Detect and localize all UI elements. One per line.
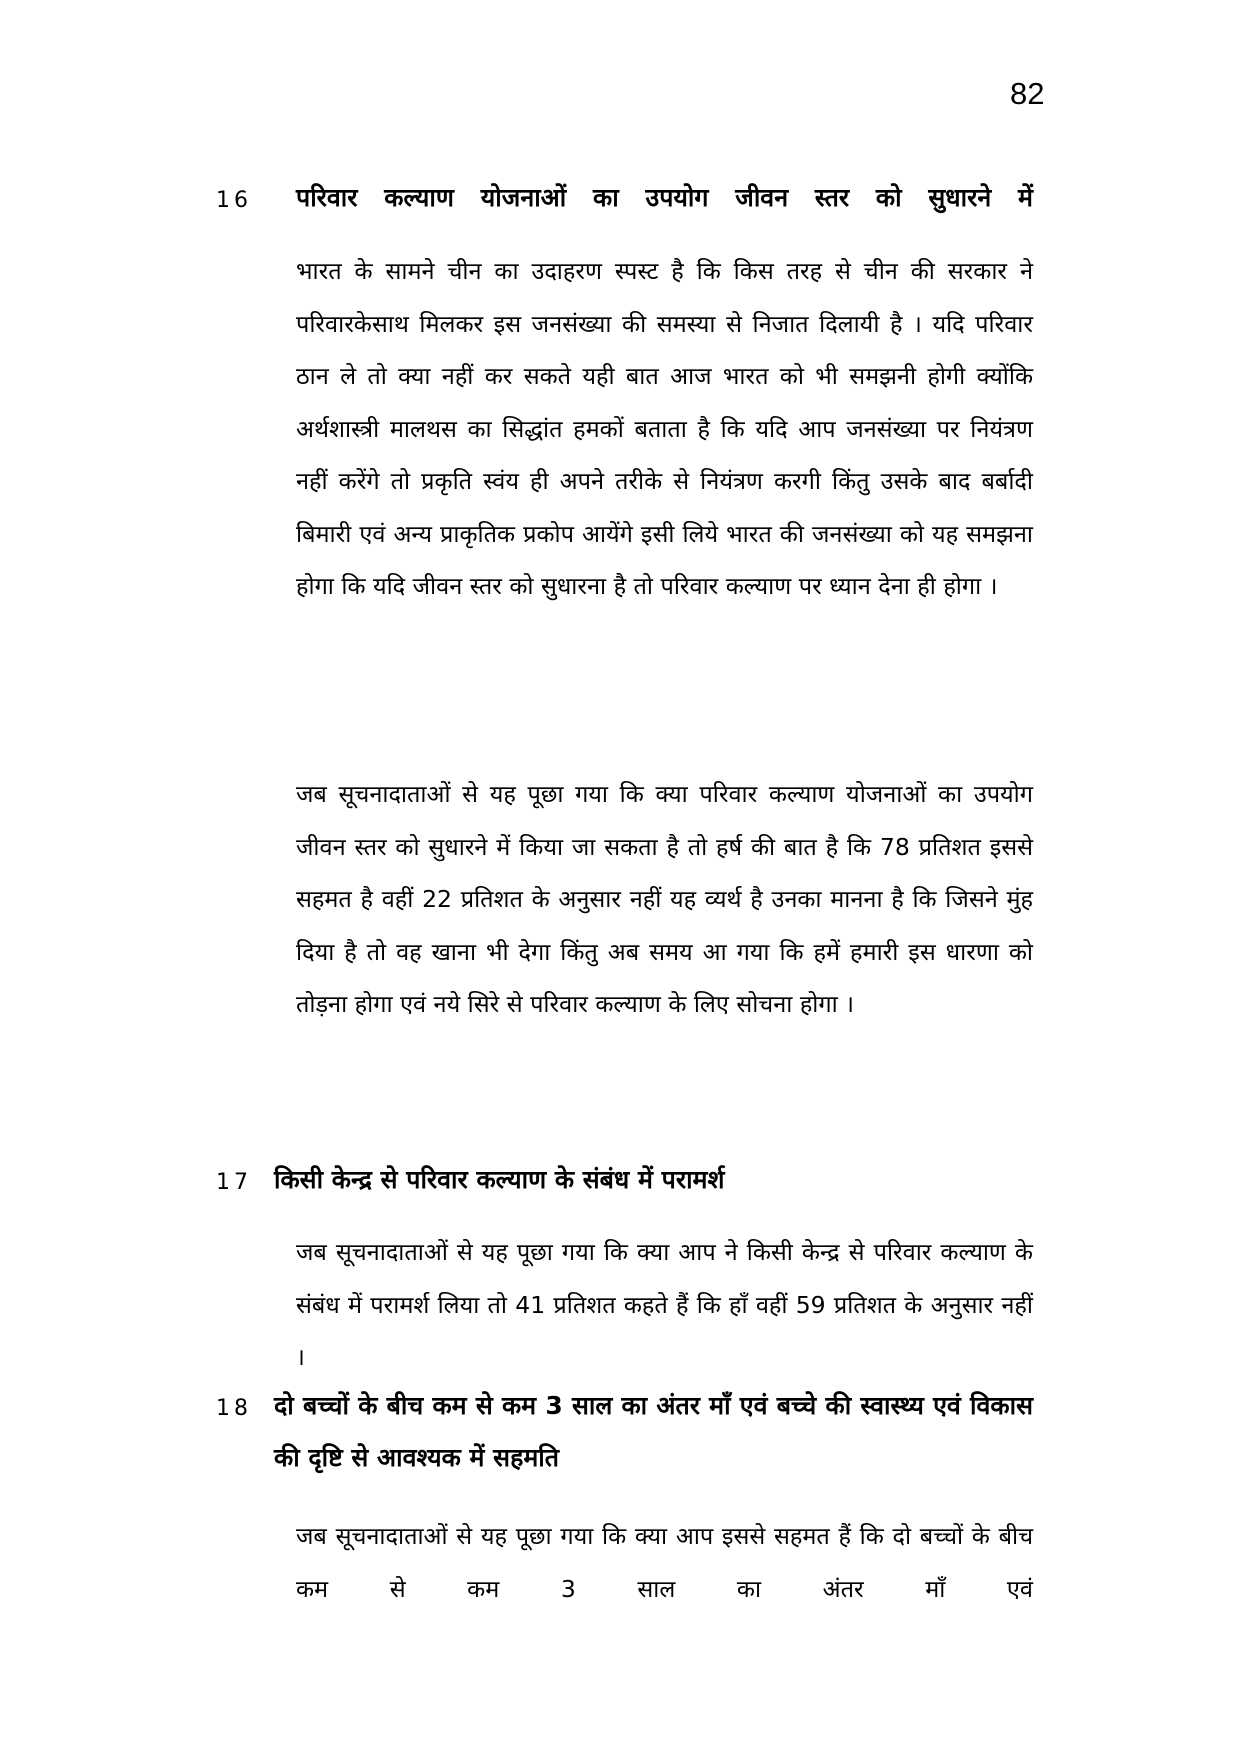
paragraph: जब सूचनादाताओं से यह पूछा गया कि क्या आप ने किसी केन्द्र से परिवार कल्याण के संबंध में परामर्श लिया तो 41 प्रतिशत कहते हैं कि हाँ वहीं 59 प्रतिशत के अनुसार नहीं ।: [296, 1238, 1033, 1371]
paragraph: जब सूचनादाताओं से यह पूछा गया कि क्या परिवार कल्याण योजनाओं का उपयोग जीवन स्तर को सुधारने में किया जा सकता है तो हर्ष की बात है कि 78 प्रतिशत इससे सहमत है वहीं 22 प्रतिशत के अनुसार नहीं यह व्यर्थ है उनका मानना है कि जिसने मुंह दिया है तो वह खाना भी देगा किंतु अब समय आ गया कि हमें हमारी इस धारणा को तोड़ना होगा एवं नये सिरे से परिवार कल्याण के लिए सोचना होगा ।: [296, 780, 1033, 1018]
section-heading: परिवार कल्याण योजनाओं का उपयोग जीवन स्तर को सुधारने में: [296, 183, 1033, 212]
section-number: 16: [216, 188, 252, 213]
section-heading: किसी केन्द्र से परिवार कल्याण के संबंध में परामर्श: [274, 1165, 725, 1194]
page-number: 82: [1010, 76, 1045, 111]
section-heading: दो बच्चों के बीच कम से कम 3 साल का अंतर माँ एवं बच्चे की स्वास्थ्य एवं विकास की दृष्टि से आवश्यक में सहमति: [274, 1391, 1033, 1472]
paragraph: भारत के सामने चीन का उदाहरण स्पस्ट है कि किस तरह से चीन की सरकार ने परिवारकेसाथ मिलकर इस जनसंख्या की समस्या से निजात दिलायी है । यदि परिवार ठान ले तो क्या नहीं कर सकते यही बात आज भारत को भी समझनी होगी क्योंकि अर्थशास्त्री मालथस का सिद्धांत हमकों बताता है कि यदि आप जनसंख्या पर नियंत्रण नहीं करेंगे तो प्रकृति स्वंय ही अपने तरीके से नियंत्रण करगी किंतु उसके बाद बर्बादी बिमारी एवं अन्य प्राकृतिक प्रकोप आयेंगे इसी लिये भारत की जनसंख्या को यह समझना होगा कि यदि जीवन स्तर को सुधारना है तो परिवार कल्याण पर ध्यान देना ही होगा ।: [296, 257, 1033, 600]
paragraph: जब सूचनादाताओं से यह पूछा गया कि क्या आप इससे सहमत हैं कि दो बच्चों के बीच कम से कम 3 साल का अंतर माँ एवं: [296, 1522, 1033, 1603]
section-number: 17: [216, 1170, 252, 1195]
section-number: 18: [216, 1396, 252, 1421]
